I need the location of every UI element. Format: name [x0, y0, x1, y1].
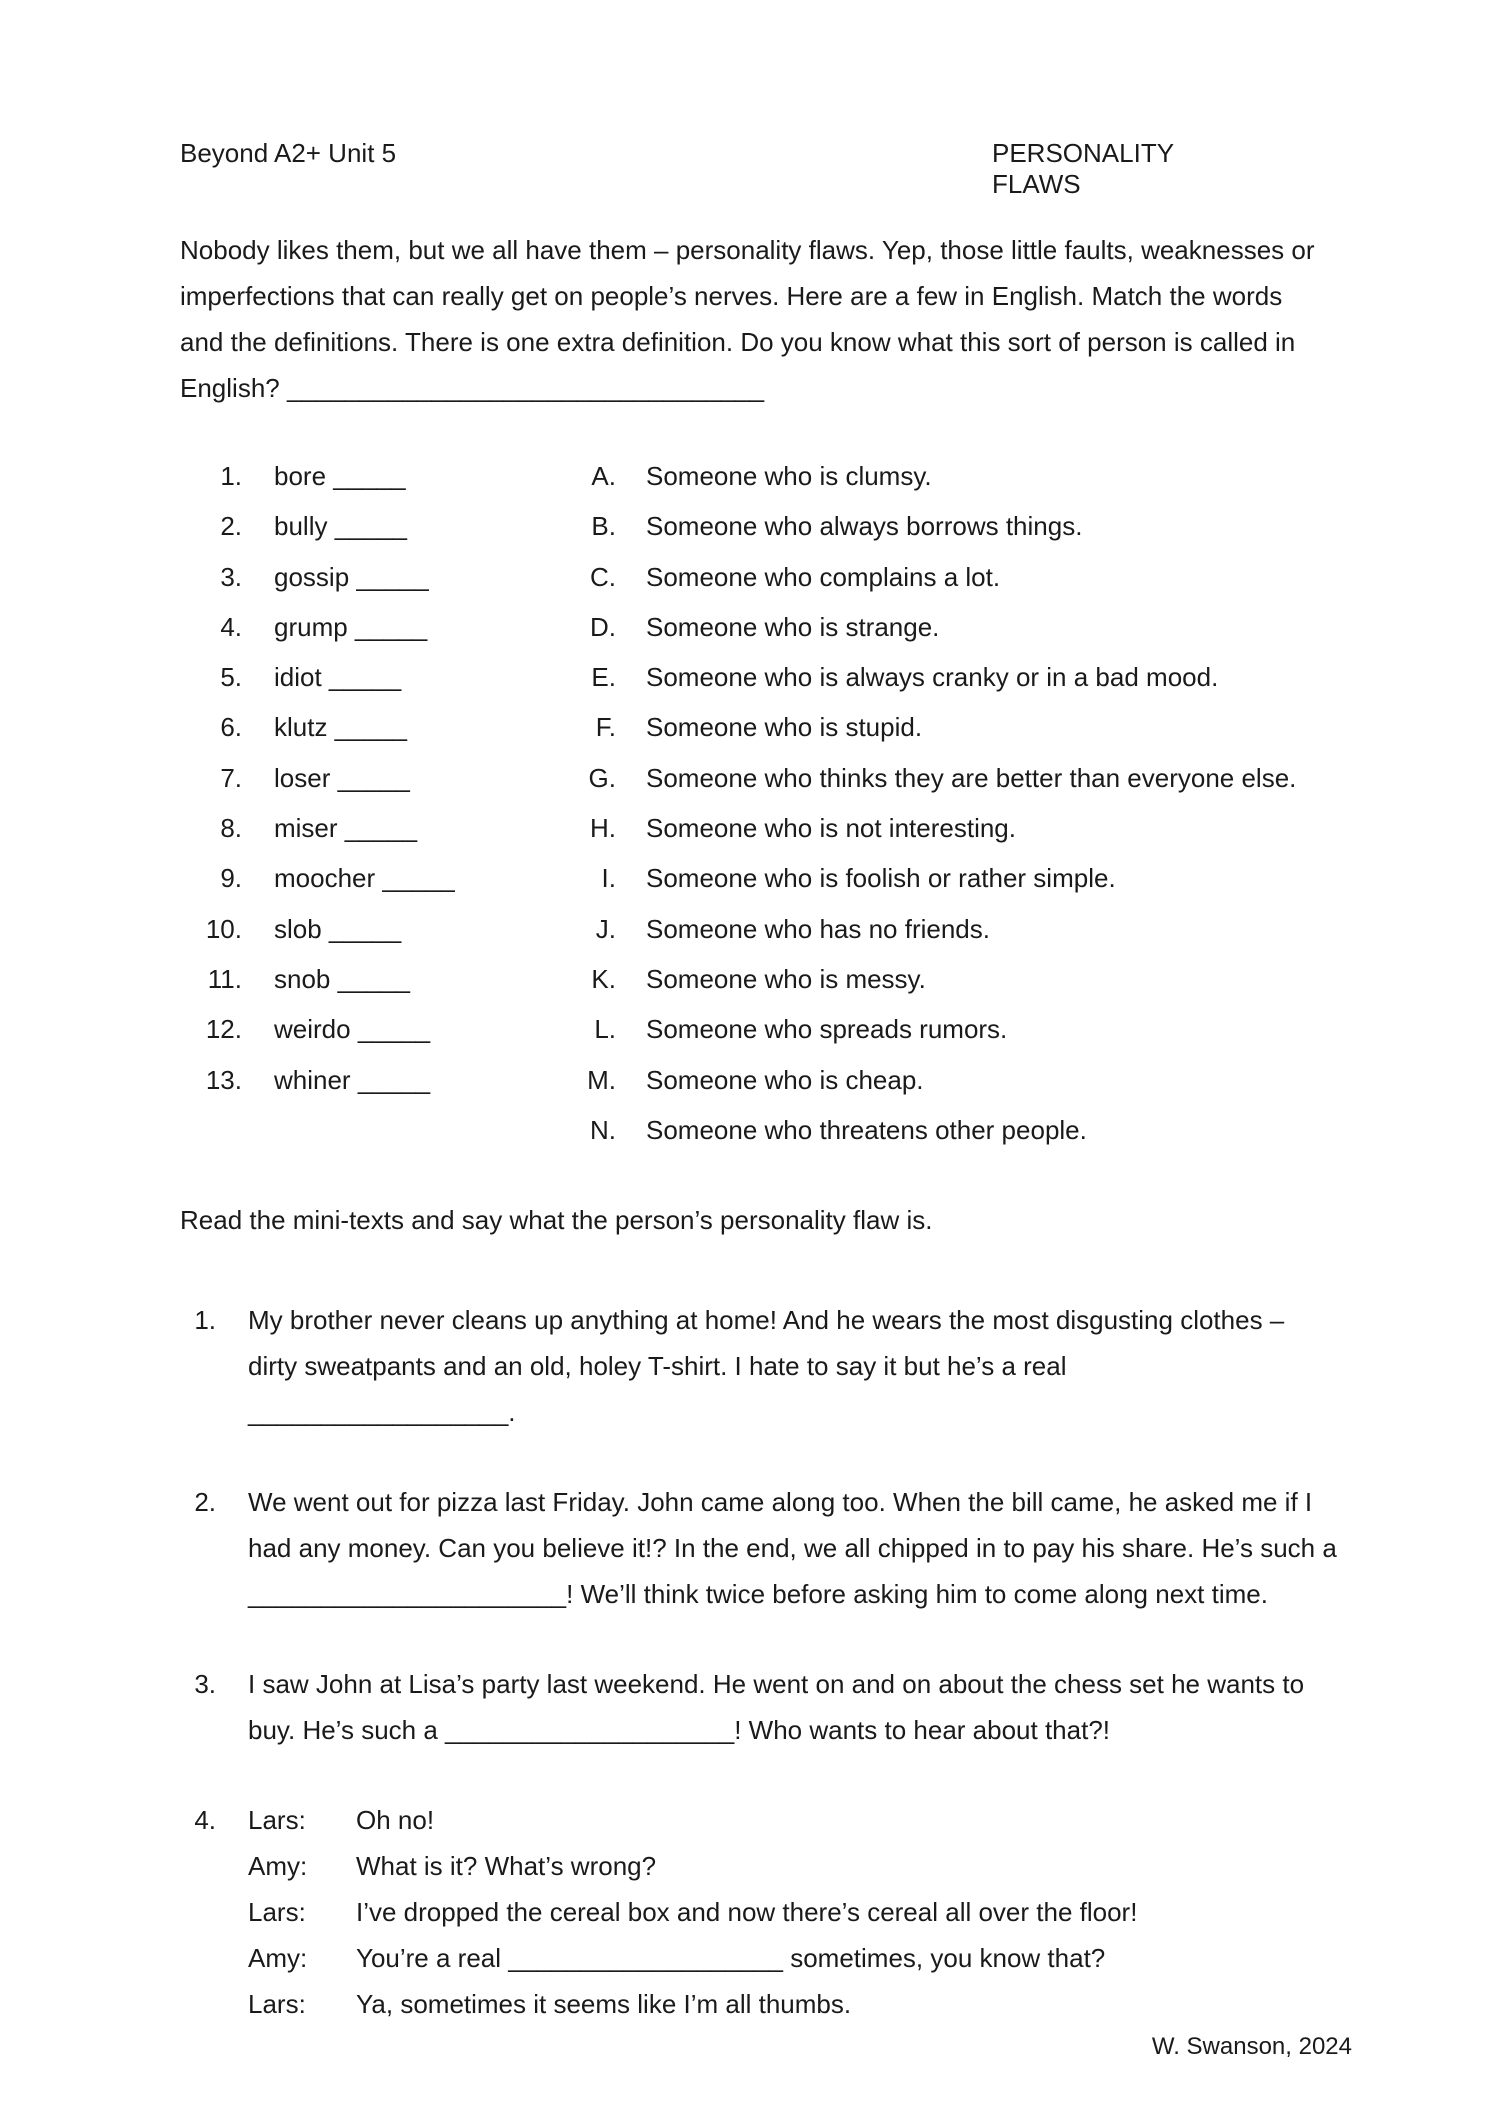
definition-text: Someone who is not interesting. — [646, 813, 1016, 844]
word-number: 13. — [205, 1064, 242, 1095]
worksheet-page — [180, 0, 1337, 2123]
word-item — [180, 557, 580, 607]
mini-text-item — [180, 1297, 1330, 1435]
definition-letter: C. — [590, 561, 616, 592]
definition-text: Someone who complains a lot. — [646, 561, 1001, 592]
speaker-name: Amy: — [248, 1943, 308, 1973]
word-number: 2. — [220, 511, 242, 542]
definition-item — [580, 607, 1330, 657]
word-item — [180, 657, 580, 707]
word-text: snob _____ — [274, 963, 410, 994]
definition-item — [580, 506, 1330, 556]
word-item — [180, 1060, 580, 1110]
speech-text: Ya, sometimes it seems like I’m all thumbs. — [356, 1989, 852, 2019]
mini-text-number: 2. — [194, 1487, 216, 1517]
definition-list — [580, 456, 1330, 1160]
speaker-name: Lars: — [248, 1805, 306, 1835]
speaker-name: Lars: — [248, 1989, 306, 2019]
speaker-name: Amy: — [248, 1851, 308, 1881]
definition-item — [580, 909, 1330, 959]
word-item — [180, 607, 580, 657]
word-number: 12. — [205, 1014, 242, 1045]
mini-text-body: I saw John at Lisa’s party last weekend. He went on and on about the chess set he wants to buy. He’s such a ____________________! Who wants to hear about that?! — [248, 1669, 1305, 1745]
mini-text-item — [180, 1661, 1330, 1753]
word-text: slob _____ — [274, 913, 402, 944]
mini-text-number: 4. — [194, 1805, 216, 1835]
word-text: idiot _____ — [274, 662, 402, 693]
definition-item — [580, 858, 1330, 908]
word-item — [180, 959, 580, 1009]
definition-text: Someone who always borrows things. — [646, 511, 1083, 542]
definition-item — [580, 758, 1330, 808]
word-number: 8. — [220, 813, 242, 844]
worksheet-title: PERSONALITY FLAWS — [992, 138, 1174, 199]
word-number: 1. — [220, 461, 242, 491]
word-text: bore _____ — [274, 461, 406, 491]
definition-item — [580, 959, 1330, 1009]
definition-item — [580, 657, 1330, 707]
definition-letter: G. — [588, 762, 616, 793]
definition-item — [580, 707, 1330, 757]
word-number: 3. — [220, 561, 242, 592]
author-footer: W. Swanson, 2024 — [1151, 2033, 1352, 2060]
definition-item — [580, 808, 1330, 858]
word-number: 7. — [220, 762, 242, 793]
word-text: klutz _____ — [274, 712, 407, 743]
word-list — [180, 456, 580, 1110]
intro-paragraph: Nobody likes them, but we all have them – personality flaws. Yep, those little faults, weaknesses or imperfections that can really get on people’s nerves. Here are a few in English. Match the words and the definitions. There is one extra definition. Do you know what this sort of person is called in English? _________________________________ — [180, 235, 1315, 403]
word-text: gossip _____ — [274, 561, 429, 592]
word-number: 9. — [220, 863, 242, 894]
word-text: grump _____ — [274, 611, 428, 642]
mini-text-number: 3. — [194, 1669, 216, 1699]
definition-letter: K. — [591, 963, 616, 994]
dialogue — [248, 1797, 1330, 2027]
page-header — [180, 138, 1230, 199]
word-text: miser _____ — [274, 813, 418, 844]
definition-text: Someone who thinks they are better than everyone else. — [646, 762, 1297, 793]
definition-text: Someone who threatens other people. — [646, 1114, 1087, 1145]
word-item — [180, 456, 580, 506]
course-title: Beyond A2+ Unit 5 — [180, 138, 397, 168]
dialogue-line — [248, 1981, 1330, 2027]
definition-letter: H. — [590, 813, 616, 844]
definition-letter: M. — [587, 1064, 616, 1095]
definition-text: Someone who is always cranky or in a bad mood. — [646, 662, 1219, 693]
word-text: moocher _____ — [274, 863, 455, 894]
mini-text-body: My brother never cleans up anything at home! And he wears the most disgusting clothes – dirty sweatpants and an old, holey T-shirt. I hate to say it but he’s a real __________________. — [248, 1305, 1285, 1427]
definition-letter: L. — [594, 1014, 616, 1045]
mini-text-body: We went out for pizza last Friday. John came along too. When the bill came, he asked me if I had any money. Can you believe it!? In the end, we all chipped in to pay his share. He’s such a ______________________! We’ll think twice before asking him to come along next time. — [248, 1487, 1337, 1609]
word-text: loser _____ — [274, 762, 410, 793]
word-item — [180, 506, 580, 556]
word-item — [180, 758, 580, 808]
definition-text: Someone who is clumsy. — [646, 461, 932, 491]
definition-text: Someone who is stupid. — [646, 712, 923, 743]
definition-text: Someone who is strange. — [646, 611, 940, 642]
definition-letter: F. — [595, 712, 616, 743]
definition-text: Someone who is cheap. — [646, 1064, 924, 1095]
definition-text: Someone who is messy. — [646, 963, 926, 994]
dialogue-line — [248, 1843, 1330, 1889]
word-number: 10. — [205, 913, 242, 944]
dialogue-item — [180, 1797, 1330, 2027]
definition-item — [580, 1009, 1330, 1059]
section2-instruction: Read the mini-texts and say what the person’s personality flaw is. — [180, 1205, 933, 1235]
word-number: 11. — [207, 963, 242, 994]
definition-letter: J. — [595, 913, 616, 944]
definition-letter: D. — [590, 611, 616, 642]
word-item — [180, 858, 580, 908]
speech-text: Oh no! — [356, 1805, 435, 1835]
dialogue-line — [248, 1889, 1330, 1935]
word-item — [180, 808, 580, 858]
definition-text: Someone who is foolish or rather simple. — [646, 863, 1116, 894]
word-number: 5. — [220, 662, 242, 693]
mini-texts — [180, 1297, 1337, 2027]
word-item — [180, 909, 580, 959]
definition-letter: A. — [591, 461, 616, 491]
definition-item — [580, 456, 1330, 506]
definition-letter: N. — [590, 1114, 616, 1145]
definition-letter: E. — [591, 662, 616, 693]
definition-item — [580, 1060, 1330, 1110]
word-number: 6. — [220, 712, 242, 743]
definition-letter: B. — [591, 511, 616, 542]
mini-text-item — [180, 1479, 1337, 1617]
speaker-name: Lars: — [248, 1897, 306, 1927]
definition-item — [580, 557, 1330, 607]
dialogue-line — [248, 1797, 1330, 1843]
definition-letter: I. — [601, 863, 616, 894]
speech-text: What is it? What’s wrong? — [356, 1851, 657, 1881]
speech-text: I’ve dropped the cereal box and now there’s cereal all over the floor! — [356, 1897, 1138, 1927]
word-text: whiner _____ — [274, 1064, 431, 1095]
mini-text-number: 1. — [194, 1305, 216, 1335]
dialogue-line — [248, 1935, 1330, 1981]
definition-item — [580, 1110, 1330, 1160]
word-item — [180, 1009, 580, 1059]
word-text: weirdo _____ — [274, 1014, 431, 1045]
word-text: bully _____ — [274, 511, 407, 542]
word-item — [180, 707, 580, 757]
speech-text: You’re a real ___________________ sometimes, you know that? — [356, 1943, 1106, 1973]
definition-text: Someone who spreads rumors. — [646, 1014, 1008, 1045]
word-number: 4. — [220, 611, 242, 642]
definition-text: Someone who has no friends. — [646, 913, 990, 944]
